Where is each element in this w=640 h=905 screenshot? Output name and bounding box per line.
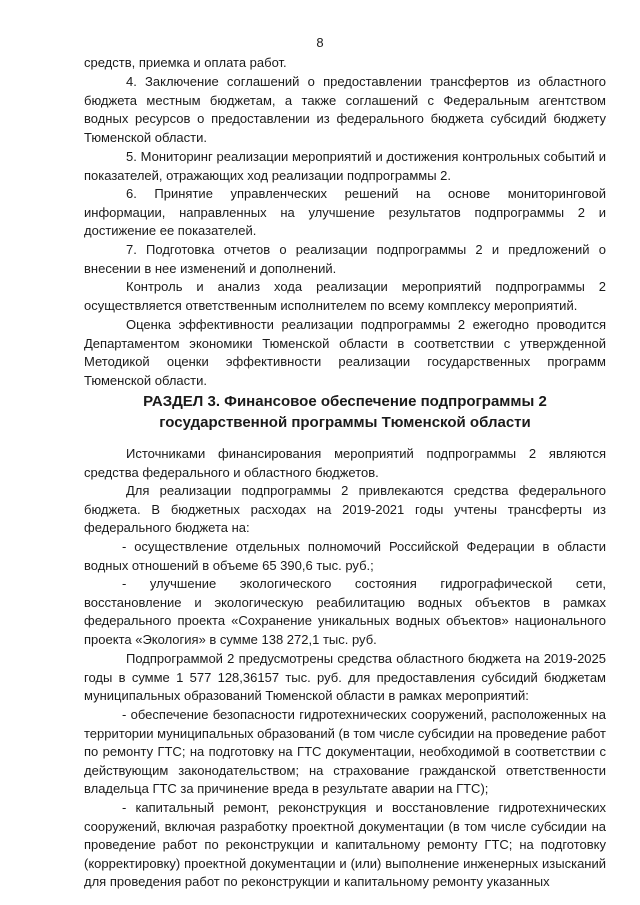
paragraph-funding-sources: Источниками финансирования мероприятий подпрограммы 2 являются средства федерального и областного бюджетов. bbox=[84, 446, 606, 480]
paragraph-control: Контроль и анализ хода реализации мероприятий подпрограммы 2 осуществляется ответственным исполнителем по всему комплексу мероприятий. bbox=[84, 279, 606, 313]
section-heading-line-1: РАЗДЕЛ 3. Финансовое обеспечение подпрограммы 2 bbox=[143, 393, 547, 410]
paragraph-regional-budget: Подпрограммой 2 предусмотрены средства областного бюджета на 2019-2025 годы в сумме 1 577 128,36157 тыс. руб. для предоставления субсидий бюджетам муниципальных образований Тюменской области в рамках мероприятий: bbox=[84, 651, 606, 704]
paragraph-evaluation: Оценка эффективности реализации подпрограммы 2 ежегодно проводится Департаментом экономики Тюменской области в соответствии с утвержденной Методикой оценки эффективности реализации государственных программ Тюменской области. bbox=[84, 317, 606, 388]
list-item-capital-repair: - капитальный ремонт, реконструкция и восстановление гидротехнических сооружений, включая разработку проектной документации (в том числе субсидии на проведение работ по реконструкции и капитальному ремонту ГТС; на подготовку (корректировку) проектной документации и (или) выполнение инженерных изысканий для проведения работ по реконструкции и капитальному ремонту указанных bbox=[84, 800, 606, 890]
paragraph-item-7: 7. Подготовка отчетов о реализации подпрограммы 2 и предложений о внесении в нее изменений и дополнений. bbox=[84, 242, 606, 276]
list-item-ecology-project: - улучшение экологического состояния гидрографической сети, восстановление и экологическую реабилитацию водных объектов в рамках федерального проекта «Сохранение уникальных водных объектов» национального проекта «Экология» в сумме 138 272,1 тыс. руб. bbox=[84, 576, 606, 647]
section-heading-line-2: государственной программы Тюменской области bbox=[159, 414, 531, 431]
list-item-federal-powers: - осуществление отдельных полномочий Российской Федерации в области водных отношений в объеме 65 390,6 тыс. руб.; bbox=[84, 539, 606, 573]
paragraph-item-6: 6. Принятие управленческих решений на основе мониторинговой информации, направленных на улучшение результатов подпрограммы 2 и достижение ее показателей. bbox=[84, 186, 606, 239]
paragraph-continuation: средств, приемка и оплата работ. bbox=[84, 55, 287, 70]
paragraph-federal-budget: Для реализации подпрограммы 2 привлекаются средства федерального бюджета. В бюджетных расходах на 2019-2021 годы учтены трансферты из федерального бюджета на: bbox=[84, 483, 606, 536]
section-heading bbox=[84, 391, 606, 433]
paragraph-item-5: 5. Мониторинг реализации мероприятий и достижения контрольных событий и показателей, отражающих ход реализации подпрограммы 2. bbox=[84, 149, 606, 183]
page-number: 8 bbox=[316, 35, 324, 50]
paragraph-item-4: 4. Заключение соглашений о предоставлении трансфертов из областного бюджета местным бюджетам, а также соглашений с Федеральным агентством водных ресурсов о предоставлении из федерального бюджета субсидий бюджету Тюменской области. bbox=[84, 74, 606, 145]
list-item-hydro-safety: - обеспечение безопасности гидротехнических сооружений, расположенных на территории муниципальных образований (в том числе субсидии на проведение работ по ремонту ГТС; на подготовку на ГТС документации, необходимой в соответствии с действующим законодательством; на страхование гражданской ответственности владельца ГТС за причинение вреда в результате аварии на ГТС); bbox=[84, 707, 606, 797]
